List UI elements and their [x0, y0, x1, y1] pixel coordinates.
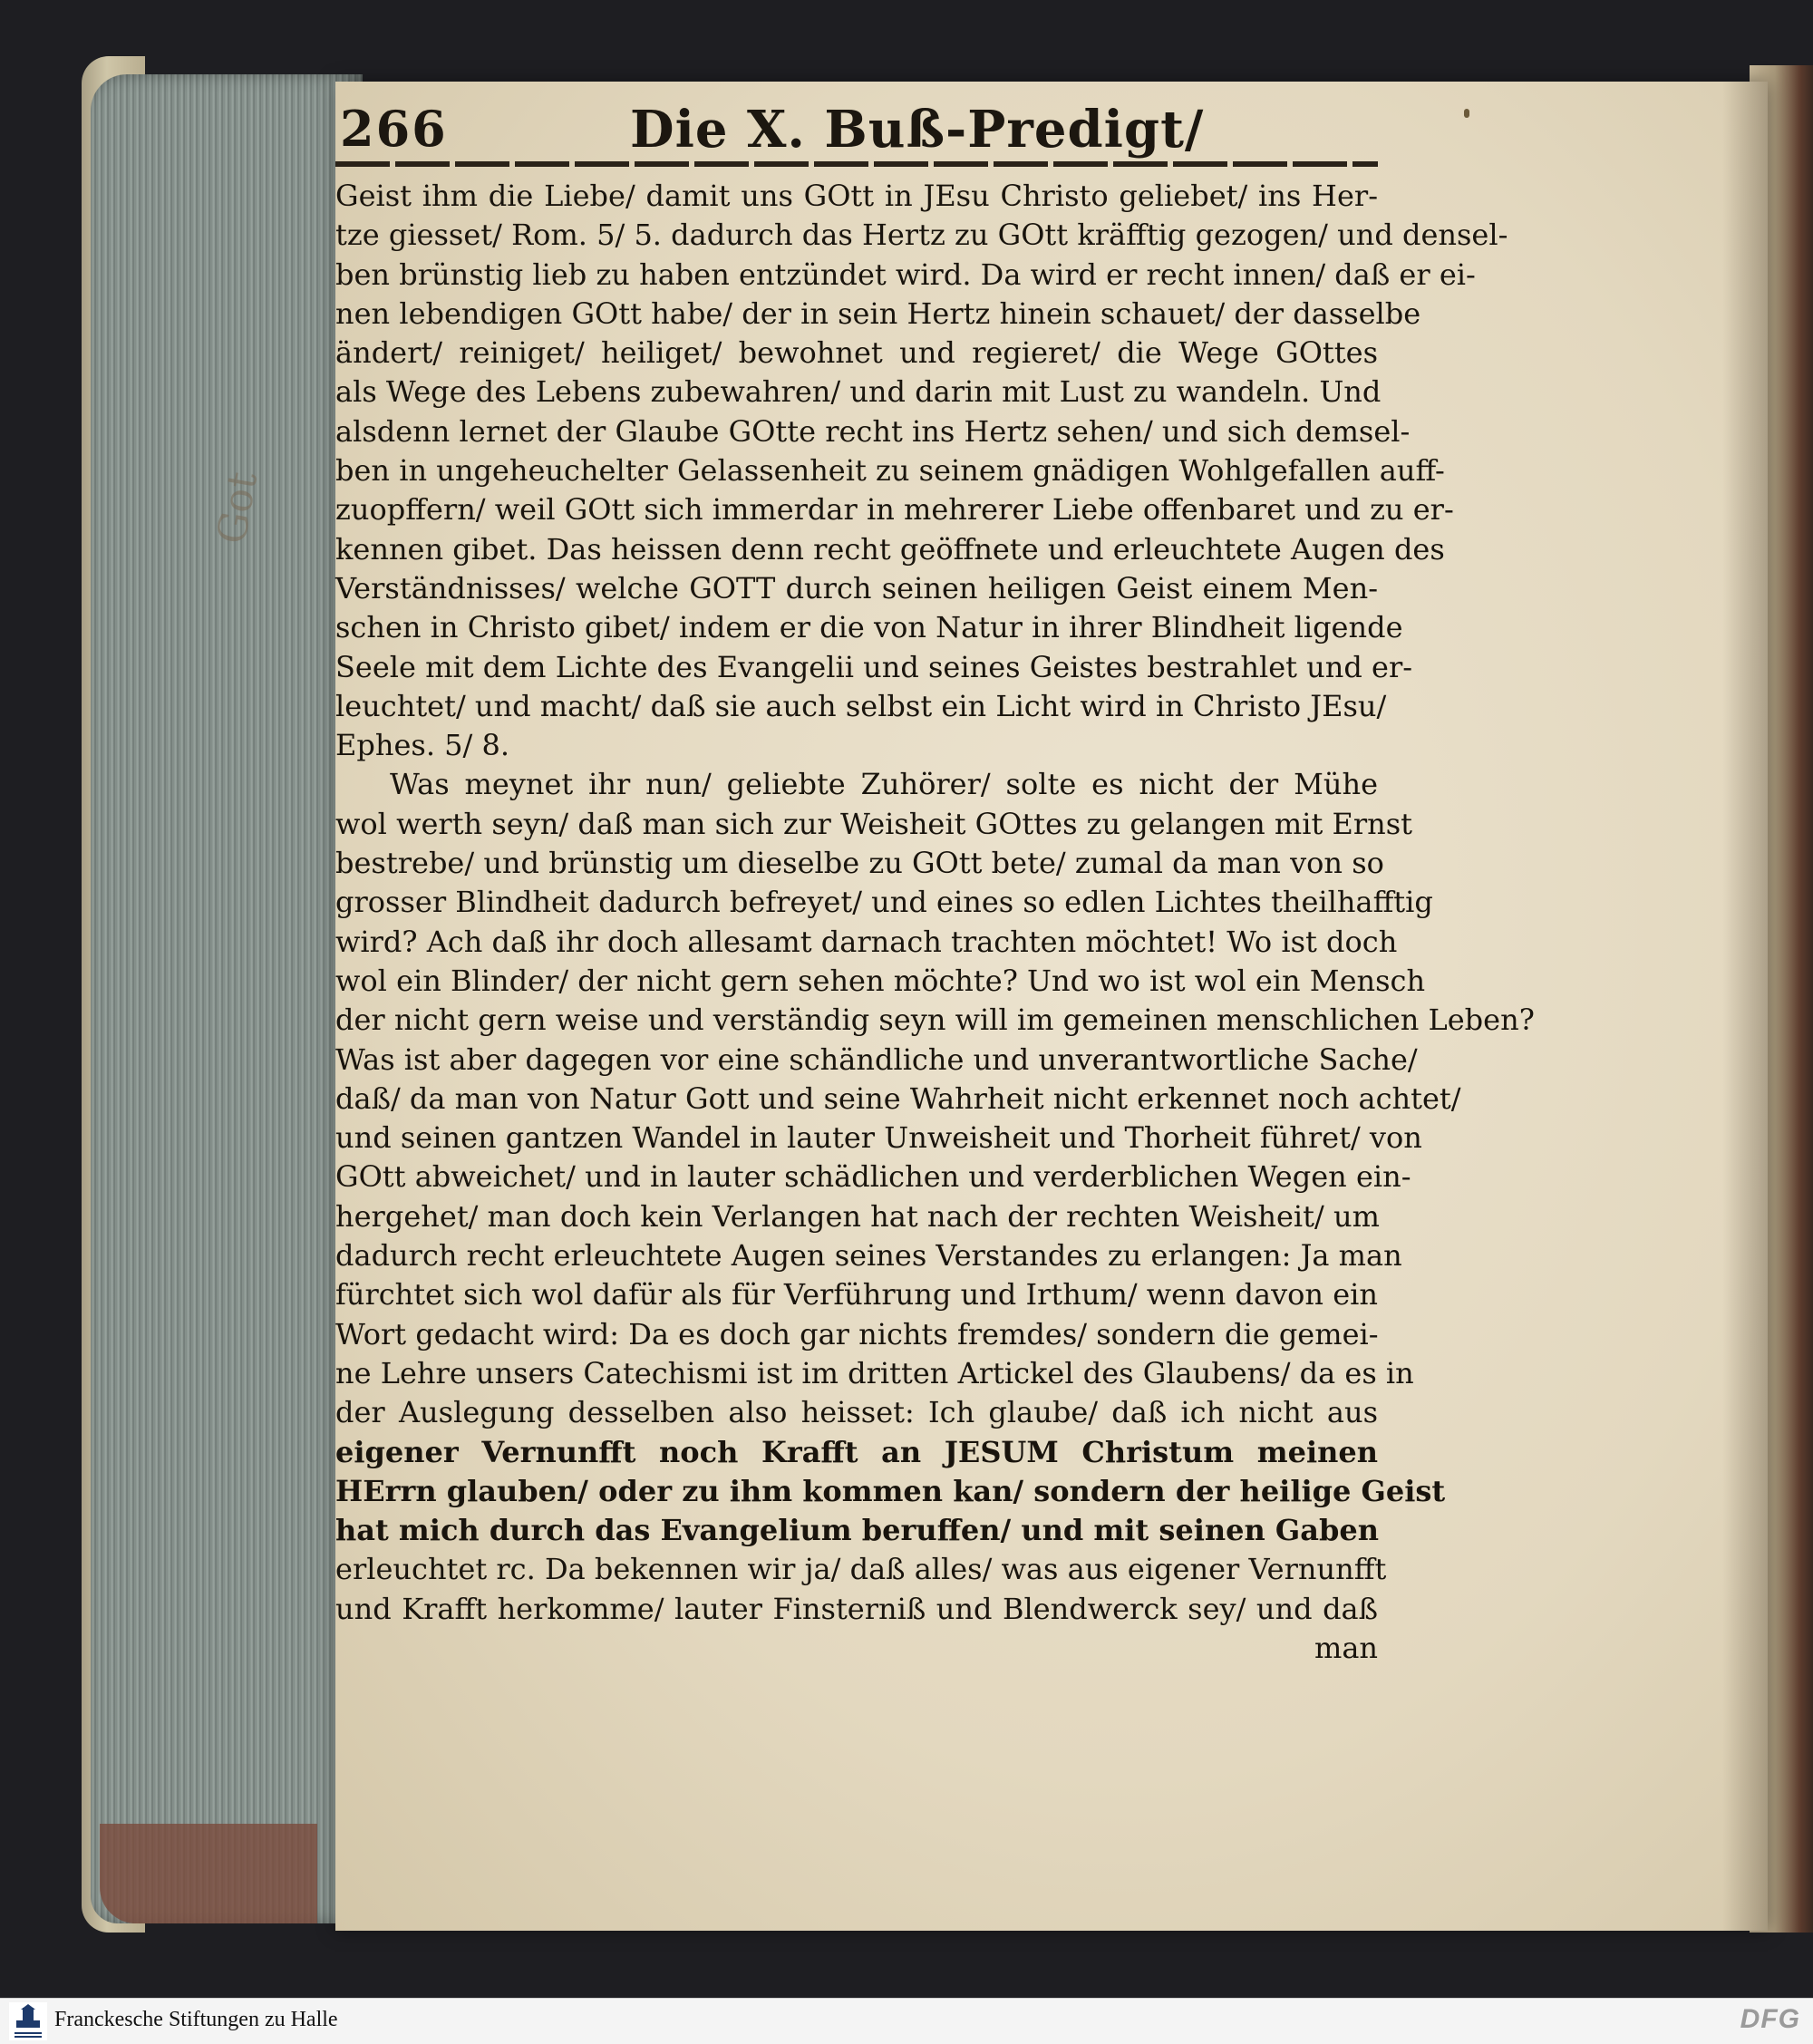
text-line: erleuchtet rc. Da bekennen wir ja/ daß alles/ was aus eigener Vernunfft — [335, 1552, 1387, 1587]
page-number: 266 — [340, 100, 448, 158]
page-edges — [91, 74, 363, 1923]
text-line: wird? Ach daß ihr doch allesamt darnach trachten möchtet! Wo ist doch — [335, 924, 1398, 959]
text-line: HErrn glauben/ oder zu ihm kommen kan/ sondern der heilige Geist — [335, 1473, 1446, 1508]
text-line: der nicht gern weise und verständig seyn will im gemeinen menschlichen Leben? — [335, 1003, 1535, 1038]
text-line: man — [1314, 1630, 1378, 1665]
running-title: Die X. Buß-Predigt/ — [630, 100, 1205, 160]
text-line: zuopffern/ weil GOtt sich immerdar in mehrerer Liebe offenbaret und zu er- — [335, 492, 1454, 528]
margin-annotation: Got — [208, 468, 267, 547]
text-line: kennen gibet. Das heissen denn recht geöffnete und erleuchtete Augen des — [335, 531, 1445, 567]
text-line: hat mich durch das Evangelium beruffen/ und mit seinen Gaben — [335, 1513, 1379, 1548]
text-line: Verständnisses/ welche GOTT durch seinen heiligen Geist einem Men- — [335, 570, 1378, 605]
text-line: schen in Christo gibet/ indem er die von Natur in ihrer Blindheit ligende — [335, 610, 1403, 645]
text-line: ne Lehre unsers Catechismi ist im dritten Artickel des Glaubens/ da es in — [335, 1355, 1414, 1390]
text-line: alsdenn lernet der Glaube GOtte recht ins Hertz sehen/ und sich demsel- — [335, 413, 1411, 449]
institution-name[interactable]: Franckesche Stiftungen zu Halle — [54, 2008, 338, 2031]
footer-bar — [0, 1998, 1813, 2044]
text-line: Was meynet ihr nun/ geliebte Zuhörer/ solte es nicht der Mühe — [390, 767, 1378, 802]
text-line: tze giesset/ Rom. 5/ 5. dadurch das Hertz zu GOtt kräfftig gezogen/ und densel- — [335, 218, 1508, 253]
text-line: hergehet/ man doch kein Verlangen hat nach der rechten Weisheit/ um — [335, 1198, 1380, 1234]
text-line: Was ist aber dagegen vor eine schändliche und unverantwortliche Sache/ — [335, 1041, 1418, 1077]
text-line: nen lebendigen GOtt habe/ der in sein Hertz hinein schauet/ der dasselbe — [335, 295, 1421, 331]
book-cover-corner — [100, 1824, 317, 1923]
text-line: als Wege des Lebens zubewahren/ und darin mit Lust zu wandeln. Und — [335, 374, 1382, 410]
text-line: Seele mit dem Lichte des Evangelii und seines Geistes bestrahlet und er- — [335, 649, 1413, 684]
text-line: fürchtet sich wol dafür als für Verführung und Irthum/ wenn davon ein — [335, 1277, 1378, 1313]
text-line: wol werth seyn/ daß man sich zur Weisheit GOttes zu gelangen mit Ernst — [335, 806, 1413, 841]
text-line: eigener Vernunfft noch Krafft an JESUM Christum meinen — [335, 1434, 1378, 1469]
text-line: der Auslegung desselben also heisset: Ich glaube/ daß ich nicht aus — [335, 1395, 1378, 1430]
text-line: ändert/ reiniget/ heiliget/ bewohnet und regieret/ die Wege GOttes — [335, 335, 1378, 371]
text-line: grosser Blindheit dadurch befreyet/ und eines so edlen Lichtes theilhafftig — [335, 885, 1433, 920]
header-rule — [335, 161, 1378, 167]
institution-logo-icon — [9, 2002, 47, 2040]
page-header — [340, 100, 1382, 163]
text-line: Wort gedacht wird: Da es doch gar nichts fremdes/ sondern die gemei- — [335, 1316, 1379, 1351]
ink-spot — [1464, 109, 1469, 118]
dfg-logo: DFG — [1740, 2004, 1800, 2034]
text-line: Geist ihm die Liebe/ damit uns GOtt in JEsu Christo geliebet/ ins Her- — [335, 179, 1378, 213]
text-line: dadurch recht erleuchtete Augen seines Verstandes zu erlangen: Ja man — [335, 1238, 1402, 1274]
text-line: und Krafft herkomme/ lauter Finsterniß und Blendwerck sey/ und daß — [335, 1591, 1378, 1626]
text-line: wol ein Blinder/ der nicht gern sehen möchte? Und wo ist wol ein Mensch — [335, 963, 1426, 998]
text-line: ben brünstig lieb zu haben entzündet wird. Da wird er recht innen/ daß er ei- — [335, 257, 1476, 292]
text-line: GOtt abweichet/ und in lauter schädlichen und verderblichen Wegen ein- — [335, 1159, 1411, 1195]
body-text — [335, 177, 1535, 1668]
page-gutter-shadow — [1722, 82, 1768, 1931]
text-line: ben in ungeheuchelter Gelassenheit zu seinem gnädigen Wohlgefallen auff- — [335, 453, 1445, 489]
text-line: bestrebe/ und brünstig um dieselbe zu GOtt bete/ zumal da man von so — [335, 846, 1384, 881]
text-line: daß/ da man von Natur Gott und seine Wahrheit nicht erkennet noch achtet/ — [335, 1080, 1461, 1116]
text-line: und seinen gantzen Wandel in lauter Unweisheit und Thorheit führet/ von — [335, 1120, 1422, 1156]
text-line: leuchtet/ und macht/ daß sie auch selbst ein Licht wird in Christo JEsu/ — [335, 688, 1387, 723]
text-line: Ephes. 5/ 8. — [335, 728, 509, 763]
